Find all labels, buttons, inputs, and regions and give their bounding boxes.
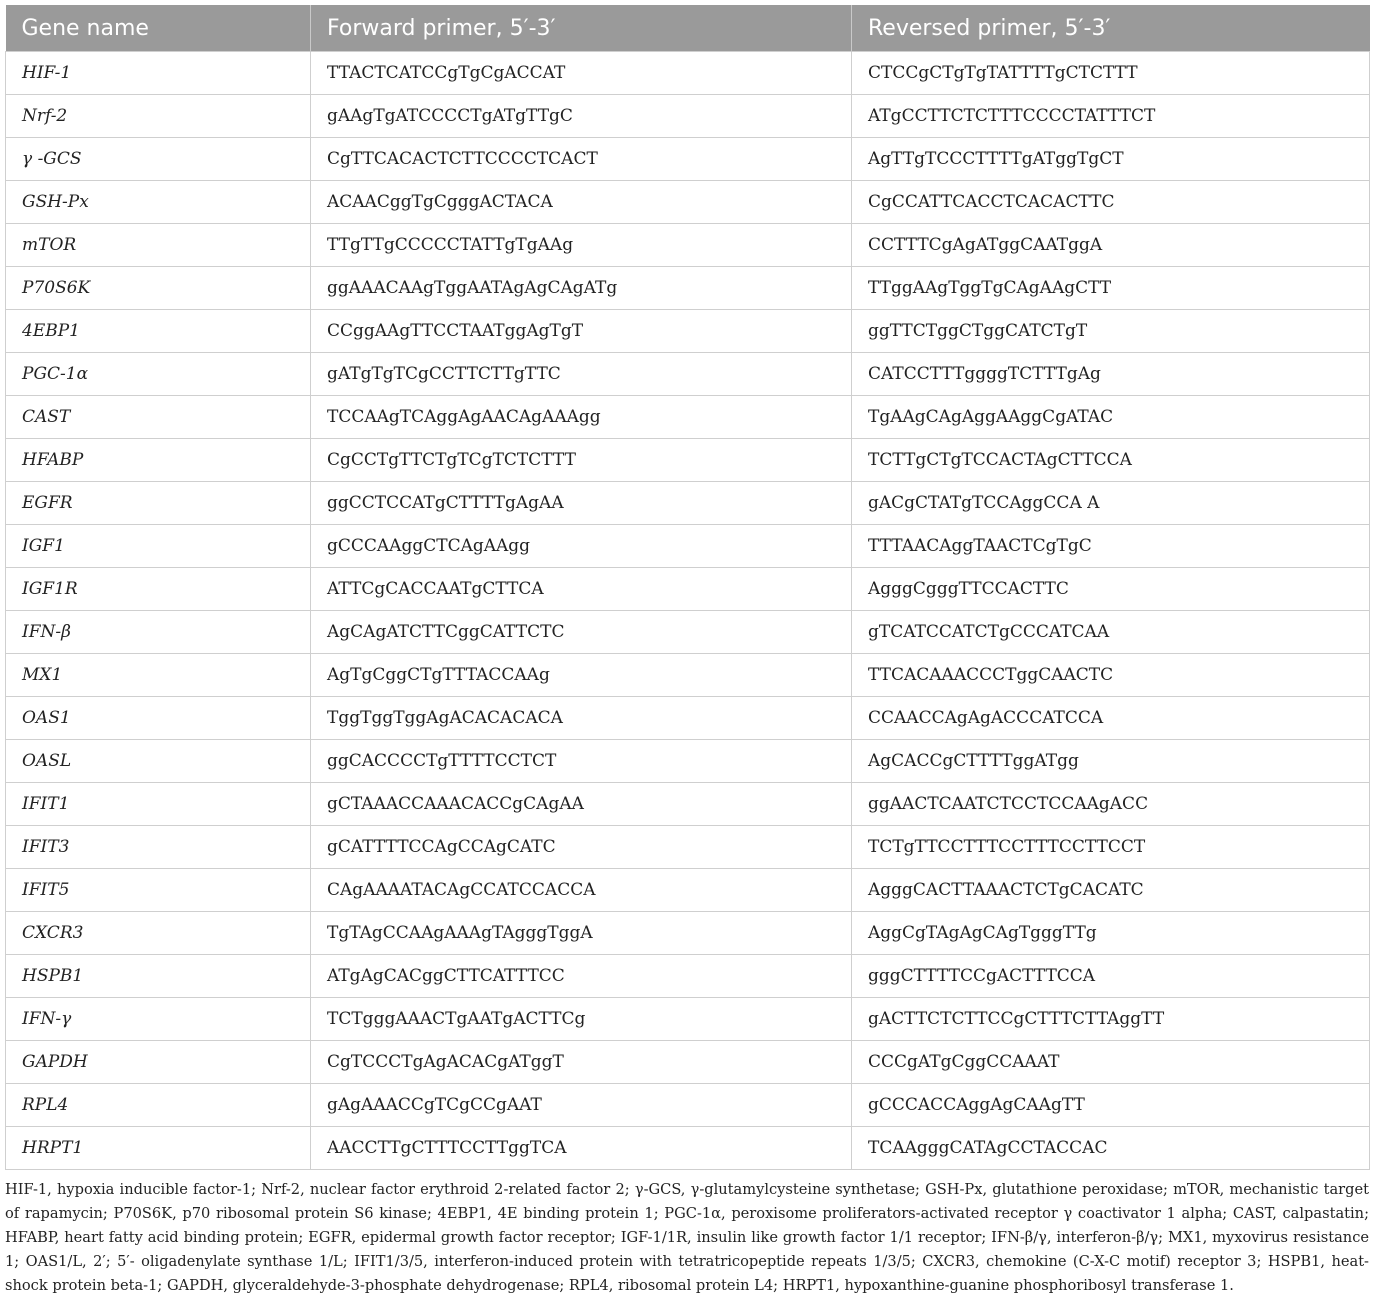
- gene-name-cell: HSPB1: [6, 955, 311, 998]
- forward-primer-cell: TTACTCATCCgTgCgACCAT: [311, 52, 852, 95]
- table-footnote: HIF-1, hypoxia inducible factor-1; Nrf-2, nuclear factor erythroid 2-related factor 2; γ-GCS, γ-glutamylcysteine synthetase; GSH-Px, glutathione peroxidase; mTOR, mechanistic target of rapamycin; P70S6K, p70 ribosomal protein S6 kinase; 4EBP1, 4E binding protein 1; PGC-1α, peroxisome proliferators-activated receptor γ coactivator 1 alpha; CAST, calpastatin; HFABP, heart fatty acid binding protein; EGFR, epidermal growth factor receptor; IGF-1/1R, insulin like growth factor 1/1 receptor; IFN-β/γ, interferon-β/γ; MX1, myxovirus resistance 1; OAS1/L, 2′; 5′- oligadenylate synthase 1/L; IFIT1/3/5, interferon-induced protein with tetratricopeptide repeats 1/3/5; CXCR3, chemokine (C-X-C motif) receptor 3; HSPB1, heat-shock protein beta-1; GAPDH, glyceraldehyde-3-phosphate dehydrogenase; RPL4, ribosomal protein L4; HRPT1, hypoxanthine-guanine phosphoribosyl transferase 1.: [5, 1181, 1369, 1294]
- table-row: [6, 1127, 1370, 1170]
- forward-primer-cell: TggTggTggAgACACACACA: [311, 697, 852, 740]
- primer-table: [5, 5, 1370, 1170]
- reverse-primer-cell: TCTTgCTgTCCACTAgCTTCCA: [852, 439, 1370, 482]
- gene-name-cell: Nrf-2: [6, 95, 311, 138]
- table-row: [6, 1041, 1370, 1084]
- reverse-primer-cell: TCAAgggCATAgCCTACCAC: [852, 1127, 1370, 1170]
- gene-name-cell: GAPDH: [6, 1041, 311, 1084]
- gene-name-cell: mTOR: [6, 224, 311, 267]
- forward-primer-cell: AgCAgATCTTCggCATTCTC: [311, 611, 852, 654]
- table-row: [6, 654, 1370, 697]
- table-body: [6, 52, 1370, 1170]
- table-row: [6, 224, 1370, 267]
- reverse-primer-cell: TgAAgCAgAggAAggCgATAC: [852, 396, 1370, 439]
- forward-primer-cell: CAgAAAATACAgCCATCCACCA: [311, 869, 852, 912]
- table-row: [6, 697, 1370, 740]
- forward-primer-cell: ATTCgCACCAATgCTTCA: [311, 568, 852, 611]
- forward-primer-cell: CgTCCCTgAgACACgATggT: [311, 1041, 852, 1084]
- forward-primer-cell: gCCCAAggCTCAgAAgg: [311, 525, 852, 568]
- header-reversed-primer: Reversed primer, 5′-3′: [852, 5, 1370, 52]
- gene-name-cell: EGFR: [6, 482, 311, 525]
- reverse-primer-cell: ggAACTCAATCTCCTCCAAgACC: [852, 783, 1370, 826]
- gene-name-cell: HFABP: [6, 439, 311, 482]
- forward-primer-cell: TCTgggAAACTgAATgACTTCg: [311, 998, 852, 1041]
- forward-primer-cell: CgCCTgTTCTgTCgTCTCTTT: [311, 439, 852, 482]
- gene-name-cell: HRPT1: [6, 1127, 311, 1170]
- gene-name-cell: γ -GCS: [6, 138, 311, 181]
- table-row: [6, 1084, 1370, 1127]
- reverse-primer-cell: gACTTCTCTTCCgCTTTCTTAggTT: [852, 998, 1370, 1041]
- reverse-primer-cell: TCTgTTCCTTTCCTTTCCTTCCT: [852, 826, 1370, 869]
- table-header: [6, 5, 1370, 52]
- forward-primer-cell: gATgTgTCgCCTTCTTgTTC: [311, 353, 852, 396]
- gene-name-cell: CAST: [6, 396, 311, 439]
- reverse-primer-cell: CTCCgCTgTgTATTTTgCTCTTT: [852, 52, 1370, 95]
- gene-name-cell: GSH-Px: [6, 181, 311, 224]
- gene-name-cell: IFIT5: [6, 869, 311, 912]
- gene-name-cell: IFN-γ: [6, 998, 311, 1041]
- header-forward-primer: Forward primer, 5′-3′: [311, 5, 852, 52]
- reverse-primer-cell: AgCACCgCTTTTggATgg: [852, 740, 1370, 783]
- gene-name-cell: IFIT3: [6, 826, 311, 869]
- forward-primer-cell: gCATTTTCCAgCCAgCATC: [311, 826, 852, 869]
- gene-name-cell: OASL: [6, 740, 311, 783]
- reverse-primer-cell: ggTTCTggCTggCATCTgT: [852, 310, 1370, 353]
- reverse-primer-cell: gCCCACCAggAgCAAgTT: [852, 1084, 1370, 1127]
- reverse-primer-cell: CATCCTTTggggTCTTTgAg: [852, 353, 1370, 396]
- table-row: [6, 912, 1370, 955]
- reverse-primer-cell: CgCCATTCACCTCACACTTC: [852, 181, 1370, 224]
- gene-name-cell: IFIT1: [6, 783, 311, 826]
- table-row: [6, 310, 1370, 353]
- table-row: [6, 998, 1370, 1041]
- gene-name-cell: PGC-1α: [6, 353, 311, 396]
- forward-primer-cell: AACCTTgCTTTCCTTggTCA: [311, 1127, 852, 1170]
- table-row: [6, 396, 1370, 439]
- reverse-primer-cell: TTTAACAggTAACTCgTgC: [852, 525, 1370, 568]
- table-row: [6, 482, 1370, 525]
- reverse-primer-cell: AgggCgggTTCCACTTC: [852, 568, 1370, 611]
- gene-name-cell: MX1: [6, 654, 311, 697]
- reverse-primer-cell: CCAACCAgAgACCCATCCA: [852, 697, 1370, 740]
- reverse-primer-cell: TTCACAAACCCTggCAACTC: [852, 654, 1370, 697]
- reverse-primer-cell: CCCgATgCggCCAAAT: [852, 1041, 1370, 1084]
- reverse-primer-cell: TTggAAgTggTgCAgAAgCTT: [852, 267, 1370, 310]
- table-row: [6, 439, 1370, 482]
- forward-primer-cell: gCTAAACCAAACACCgCAgAA: [311, 783, 852, 826]
- forward-primer-cell: TCCAAgTCAggAgAACAgAAAgg: [311, 396, 852, 439]
- forward-primer-cell: ggCACCCCTgTTTTCCTCT: [311, 740, 852, 783]
- reverse-primer-cell: gTCATCCATCTgCCCATCAA: [852, 611, 1370, 654]
- forward-primer-cell: gAAgTgATCCCCTgATgTTgC: [311, 95, 852, 138]
- gene-name-cell: IGF1: [6, 525, 311, 568]
- gene-name-cell: IFN-β: [6, 611, 311, 654]
- forward-primer-cell: ggAAACAAgTggAATAgAgCAgATg: [311, 267, 852, 310]
- reverse-primer-cell: AggCgTAgAgCAgTgggTTg: [852, 912, 1370, 955]
- gene-name-cell: HIF-1: [6, 52, 311, 95]
- reverse-primer-cell: ATgCCTTCTCTTTCCCCTATTTCT: [852, 95, 1370, 138]
- reverse-primer-cell: AgggCACTTAAACTCTgCACATC: [852, 869, 1370, 912]
- forward-primer-cell: gAgAAACCgTCgCCgAAT: [311, 1084, 852, 1127]
- table-row: [6, 783, 1370, 826]
- table-row: [6, 611, 1370, 654]
- reverse-primer-cell: gACgCTATgTCCAggCCA A: [852, 482, 1370, 525]
- forward-primer-cell: ATgAgCACggCTTCATTTCC: [311, 955, 852, 998]
- table-row: [6, 52, 1370, 95]
- primer-table-container: [5, 5, 1369, 1170]
- forward-primer-cell: ggCCTCCATgCTTTTgAgAA: [311, 482, 852, 525]
- gene-name-cell: CXCR3: [6, 912, 311, 955]
- reverse-primer-cell: CCTTTCgAgATggCAATggA: [852, 224, 1370, 267]
- reverse-primer-cell: AgTTgTCCCTTTTgATggTgCT: [852, 138, 1370, 181]
- gene-name-cell: OAS1: [6, 697, 311, 740]
- forward-primer-cell: CgTTCACACTCTTCCCCTCACT: [311, 138, 852, 181]
- table-row: [6, 869, 1370, 912]
- gene-name-cell: RPL4: [6, 1084, 311, 1127]
- forward-primer-cell: TgTAgCCAAgAAAgTAgggTggA: [311, 912, 852, 955]
- gene-name-cell: IGF1R: [6, 568, 311, 611]
- table-row: [6, 740, 1370, 783]
- header-gene-name: Gene name: [6, 5, 311, 52]
- table-row: [6, 353, 1370, 396]
- gene-name-cell: P70S6K: [6, 267, 311, 310]
- table-row: [6, 267, 1370, 310]
- forward-primer-cell: CCggAAgTTCCTAATggAgTgT: [311, 310, 852, 353]
- reverse-primer-cell: gggCTTTTCCgACTTTCCA: [852, 955, 1370, 998]
- table-row: [6, 181, 1370, 224]
- table-row: [6, 525, 1370, 568]
- gene-name-cell: 4EBP1: [6, 310, 311, 353]
- table-row: [6, 826, 1370, 869]
- forward-primer-cell: AgTgCggCTgTTTACCAAg: [311, 654, 852, 697]
- table-row: [6, 568, 1370, 611]
- table-row: [6, 95, 1370, 138]
- forward-primer-cell: ACAACggTgCgggACTACA: [311, 181, 852, 224]
- table-row: [6, 955, 1370, 998]
- header-row: [6, 5, 1370, 52]
- table-row: [6, 138, 1370, 181]
- forward-primer-cell: TTgTTgCCCCCTATTgTgAAg: [311, 224, 852, 267]
